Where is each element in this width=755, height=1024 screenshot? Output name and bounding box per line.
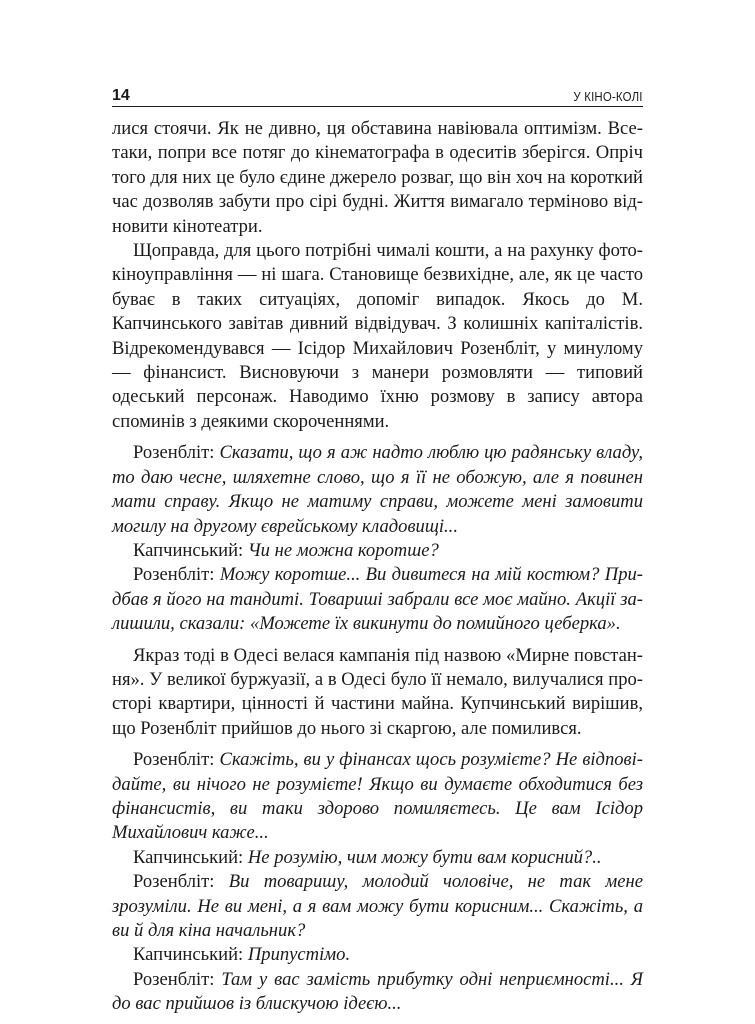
dialogue-line	[112, 539, 643, 563]
paragraph-funding: Щоправда, для цього потрібні чималі кошти, а на рахунку фотокіноуправління — ні шага. Становище безвихідне, але, як це часто буває в таких ситуаціях, допоміг випадок. Якось до М. Капчинського завітав дивний відвідувач. З колишніх капіталістів. Відрекомендувався — Ісідор Михайлович Розенбліт, у минулому — фінансист. Висновуючи з манери розмовляти — типовий одеський персонаж. Наводимо їхню розмову в запису автора споминів з деякими скороченнями.	[112, 240, 643, 432]
speech-text: Ви товаришу, молодий чоловіче, не так мене зрозуміли. Не ви мені, а я вам можу бути корисним... Скажіть, а ви й для кіна начальник?	[112, 871, 643, 941]
speaker-name: Розенбліт:	[133, 442, 215, 464]
page-number: 14	[112, 87, 130, 104]
speaker-name: Розенбліт:	[133, 749, 215, 771]
speaker-name: Розенбліт:	[133, 968, 215, 990]
book-page	[112, 86, 643, 1017]
speech-text: Можу коротше... Ви дивитеся на мій костюм? Придбав я його на тандиті. Товариші забрали все моє майно. Акції залишили, сказали: «Можете їх викинути до помийного цеберка».	[112, 564, 643, 635]
dialogue-line	[112, 870, 643, 943]
speaker-name: Капчинський:	[133, 846, 244, 868]
dialogue-line	[112, 563, 643, 636]
speech-text: Чи не можна коротше?	[247, 539, 439, 561]
speaker-name: Капчинський:	[133, 539, 244, 561]
dialogue-line	[112, 943, 643, 967]
speaker-name: Розенбліт:	[133, 564, 215, 586]
body-text	[112, 117, 643, 1017]
running-head	[112, 86, 643, 107]
paragraph-continued: лися стоячи. Як не дивно, ця обставина навіювала оптимізм. Всетаки, попри все потяг до кінематографа в одеситів зберігся. Опріч того для них це було єдине джерело розваг, що він хоч на короткий час дозволяв забути про сірі будні. Життя вимагало терміново відновити кінотеатри.	[112, 118, 643, 237]
paragraph-campaign: Якраз тоді в Одесі велася кампанія під назвою «Мирне повстання». У великої буржуазії, а в Одесі було її немало, вилучалися просторі квартири, цінності й частини майна. Купчинський вирішив, що Розенбліт прийшов до нього зі скаргою, але помилився.	[112, 644, 643, 739]
dialogue-line	[112, 441, 643, 539]
speech-text: Скажіть, ви у фінансах щось розумієте? Не відповідайте, ви нічого не розумієте! Якщо ви думаєте обходитися без фінансистів, ви таки здорово помиляєтесь. Це вам Ісідор Михайлович каже...	[112, 749, 643, 844]
speaker-name: Розенбліт:	[133, 871, 215, 893]
speech-text: Там у вас замість прибутку одні неприємності... Я до вас прийшов із блискучою ідеєю...	[112, 968, 643, 1015]
section-title: У КІНО-КОЛІ	[573, 89, 643, 104]
speech-text: Не розумію, чим можу бути вам корисний?..	[247, 846, 602, 868]
dialogue-line	[112, 846, 643, 870]
dialogue-line	[112, 748, 643, 846]
speech-text: Припустімо.	[247, 944, 351, 966]
speaker-name: Капчинський:	[133, 944, 244, 966]
dialogue-line	[112, 968, 643, 1017]
speech-text: Сказати, що я аж надто люблю цю радянську владу, то даю чесне, шляхетне слово, що я її не обожую, але я повинен мати справу. Якщо не матиму справи, можете мені замовити могилу на другому єврейському кладовищі...	[112, 442, 643, 537]
